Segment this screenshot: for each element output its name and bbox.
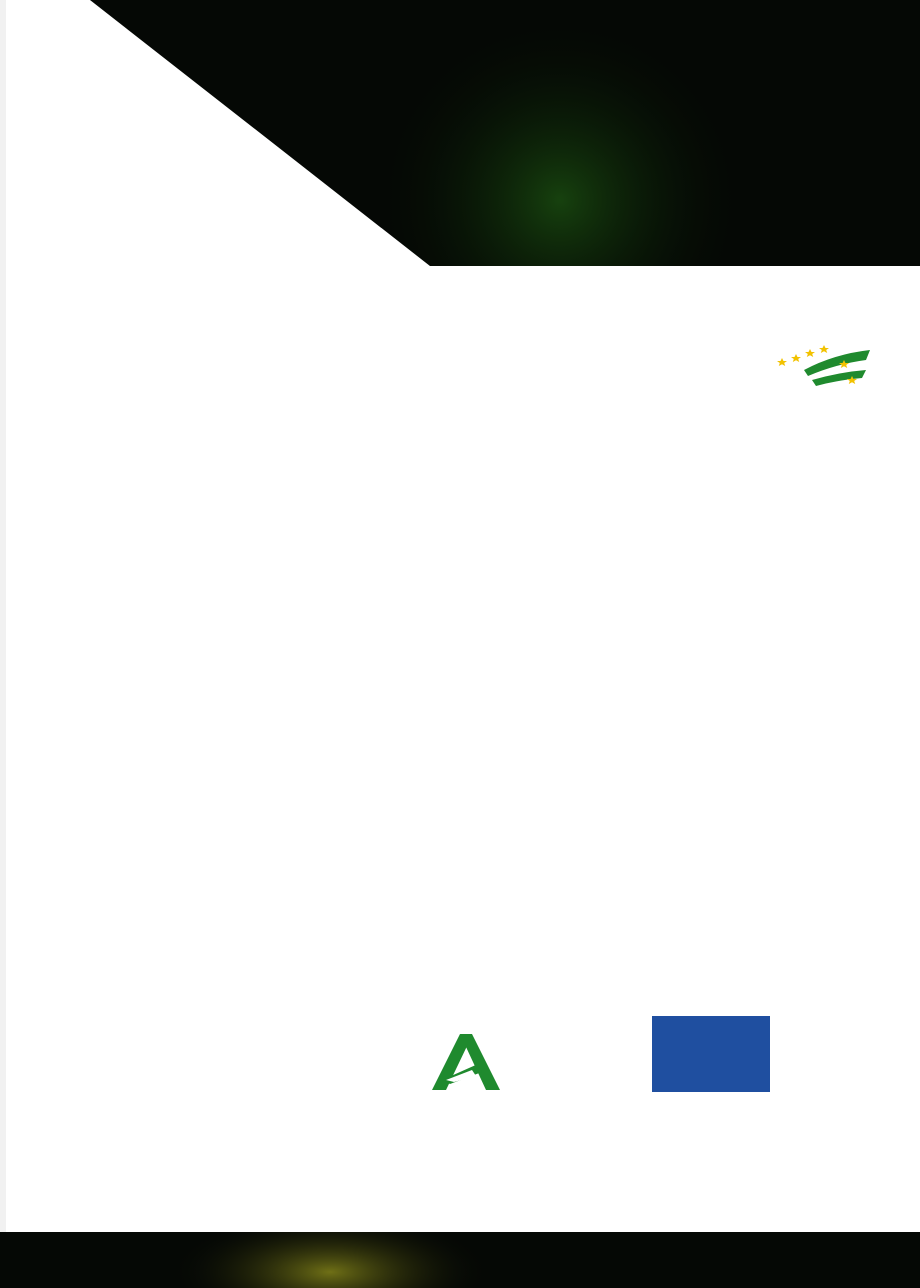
eu-flag-icon (652, 1016, 770, 1092)
junta-a-icon (432, 1034, 500, 1092)
uhu-logo (136, 1044, 336, 1104)
junta-de-andalucia-logo (396, 1034, 536, 1114)
virus-banner-bottom (0, 1232, 920, 1288)
eu-logo (652, 1016, 772, 1120)
virus-banner-top (0, 0, 920, 266)
andalucia-swoosh-icon (774, 340, 874, 390)
andalucia-europa-logo (716, 340, 876, 422)
